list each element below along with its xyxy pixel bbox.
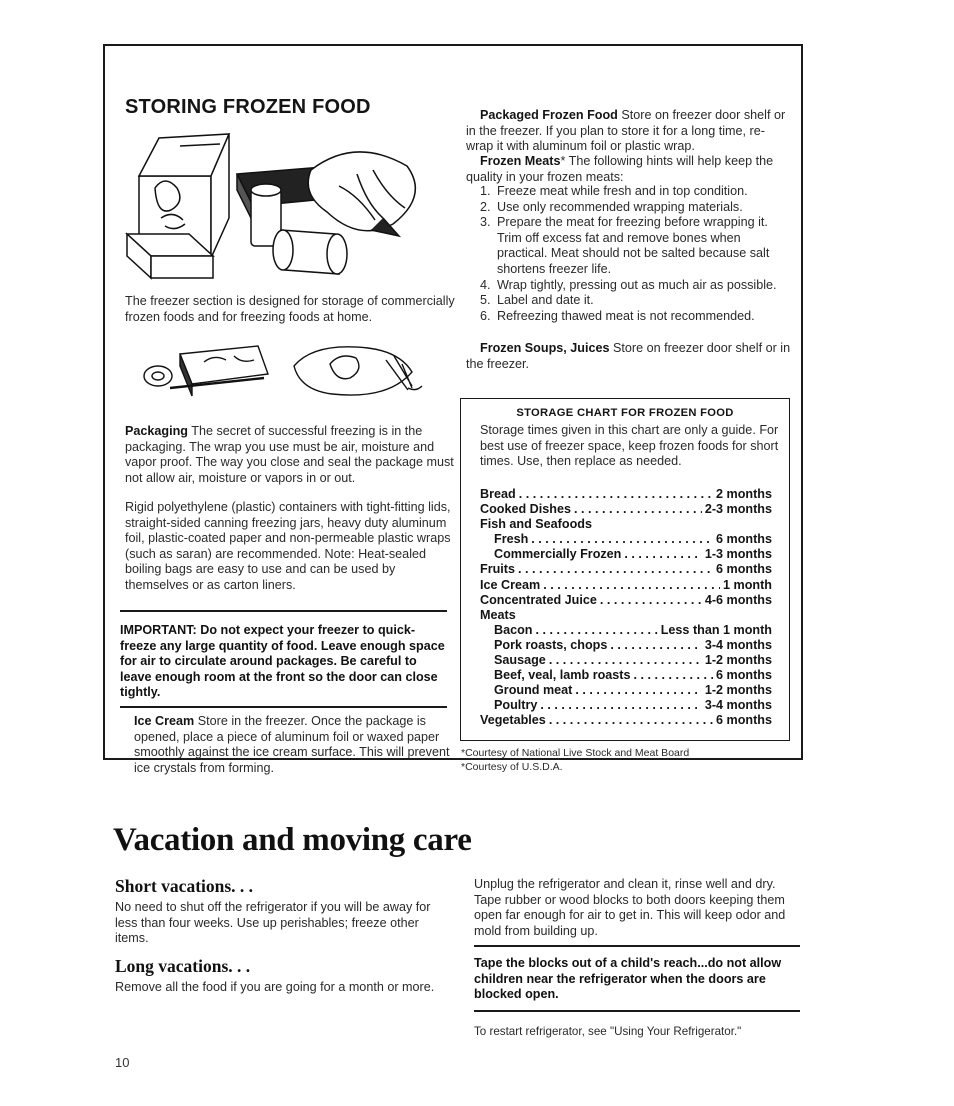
packaged-frozen-food-paragraph <box>466 108 792 155</box>
chart-row-value: 1 month <box>723 577 772 592</box>
divider <box>474 945 800 947</box>
chart-row <box>480 502 772 517</box>
wrapping-materials-illustration <box>140 344 275 402</box>
short-vacations-title: Short vacations. . . <box>115 876 254 896</box>
chart-row-value: 6 months <box>716 668 772 683</box>
ice-cream-paragraph <box>134 714 450 776</box>
dot-leader <box>536 623 658 637</box>
frozen-meats-paragraph <box>466 154 792 185</box>
chart-row-value: 6 months <box>716 562 772 577</box>
list-item: 4. Wrap tightly, pressing out as much air as possible. <box>480 277 777 292</box>
section-heading: STORING FROZEN FOOD <box>125 96 371 118</box>
frozen-meats-text: The following hints will help keep the quality in your frozen meats: <box>466 154 774 184</box>
restart-text: To restart refrigerator, see "Using Your Refrigerator." <box>474 1025 742 1038</box>
list-item: 3. Prepare the meat for freezing before wrapping it. Trim off excess fat and remove bones when practical. Meat should not be salted because salt shortens freezer life. <box>480 215 770 276</box>
chart-row <box>480 593 772 608</box>
footnote-mark: * <box>560 154 566 168</box>
chart-row-label: Commercially Frozen <box>494 547 622 562</box>
chart-row-label: Sausage <box>494 653 546 668</box>
chart-row-label: Beef, veal, lamb roasts <box>494 668 631 683</box>
chart-row <box>480 562 772 577</box>
chart-row-value: 1-2 months <box>704 653 772 668</box>
child-safety-warning: Tape the blocks out of a child's reach...do not allow children near the refrigerator when the doors are blocked open. <box>474 956 782 1002</box>
storage-chart-title: STORAGE CHART FOR FROZEN FOOD <box>516 407 734 419</box>
chart-row-value: 3-4 months <box>704 698 772 713</box>
long-vacations-title: Long vacations. . . <box>115 956 251 976</box>
dot-leader <box>543 578 720 592</box>
chart-row <box>480 713 772 728</box>
long-vacations-text: Remove all the food if you are going for a month or more. <box>115 980 435 994</box>
storage-chart-intro: Storage times given in this chart are only a guide. For best use of freezer space, keep frozen foods for short times. Use, then replace as needed. <box>480 423 779 468</box>
chart-row <box>480 668 772 683</box>
important-text: Do not expect your freezer to quick-freeze any large quantity of food. Leave enough space for air to circulate around packages. Be careful to leave enough room at the front so the door can close tightly. <box>120 623 445 700</box>
chart-row <box>480 638 772 653</box>
chart-row <box>480 487 772 502</box>
dot-leader <box>540 698 701 712</box>
chart-row <box>480 653 772 668</box>
chart-row-value: Less than 1 month <box>660 622 772 637</box>
divider <box>120 706 447 708</box>
frozen-soups-label: Frozen Soups, Juices <box>480 341 610 355</box>
chart-row <box>480 608 772 623</box>
chart-row-value: 6 months <box>716 532 772 547</box>
dot-leader <box>531 532 713 546</box>
dot-leader <box>624 547 701 561</box>
short-vacations-text: No need to shut off the refrigerator if you will be away for less than four weeks. Use up perishables; freeze other items. <box>115 900 431 946</box>
packaged-label: Packaged Frozen Food <box>480 108 618 122</box>
chart-row <box>480 532 772 547</box>
chart-row-label: Cooked Dishes <box>480 502 571 517</box>
frozen-soups-text: Store on freezer door shelf or in the freezer. <box>466 341 791 371</box>
footnote-meat-board: *Courtesy of National Live Stock and Meat Board <box>461 747 690 759</box>
chart-row-label: Vegetables <box>480 713 546 728</box>
sealed-bag-illustration <box>290 342 430 400</box>
chart-row-label: Fresh <box>494 532 529 547</box>
important-label: IMPORTANT: <box>120 623 197 637</box>
important-paragraph <box>120 623 450 701</box>
chart-row <box>480 623 772 638</box>
chart-row-value: 1-2 months <box>704 683 772 698</box>
unplug-text: Unplug the refrigerator and clean it, rinse well and dry. Tape rubber or wood blocks to both doors keeping them open far enough for air to get in. This will keep odor and mold from building up. <box>474 877 786 938</box>
dot-leader <box>634 668 714 682</box>
chart-row-label: Ground meat <box>494 683 573 698</box>
list-item: 1. Freeze meat while fresh and in top condition. <box>480 184 748 198</box>
chart-row <box>480 578 772 593</box>
dot-leader <box>518 562 713 576</box>
chart-row-value: 1-3 months <box>704 547 772 562</box>
freezer-intro-text: The freezer section is designed for storage of commercially frozen foods and for freezing foods at home. <box>125 294 455 324</box>
dot-leader <box>575 683 701 697</box>
page-number: 10 <box>115 1055 130 1070</box>
chart-row-label: Poultry <box>494 698 538 713</box>
chart-row-label: Ice Cream <box>480 577 541 592</box>
meat-freezing-steps <box>480 184 790 324</box>
ice-cream-label: Ice Cream <box>134 714 195 728</box>
divider <box>120 610 447 612</box>
packaged-text: Store on freezer door shelf or in the freezer. If you plan to store it for a long time, re-wrap it with aluminum foil or plastic wrap. <box>466 108 786 154</box>
chart-row <box>480 517 772 532</box>
list-item: 6. Refreezing thawed meat is not recommended. <box>480 308 755 323</box>
chart-row-value: 2 months <box>716 487 772 501</box>
frozen-meats-label: Frozen Meats <box>480 154 561 168</box>
chart-row-value: 2-3 months <box>704 502 772 517</box>
footnote-usda: *Courtesy of U.S.D.A. <box>461 761 563 773</box>
chart-row-label: Fruits <box>480 562 515 577</box>
chart-row-label: Pork roasts, chops <box>494 637 608 652</box>
packaging-text: The secret of successful freezing is in the packaging. The wrap you use must be air, moisture and vapor proof. The way you close and seal the package must not allow air, moisture or vapors in or out. <box>125 424 454 485</box>
storage-chart <box>460 398 790 741</box>
dot-leader <box>549 653 702 667</box>
chart-row-label: Concentrated Juice <box>480 592 597 607</box>
chart-row <box>480 547 772 562</box>
dot-leader <box>610 638 701 652</box>
chart-row-label: Meats <box>480 607 516 622</box>
dot-leader <box>549 713 713 727</box>
chart-row-value: 4-6 months <box>704 592 772 607</box>
dot-leader <box>519 487 713 501</box>
chart-row-label: Fish and Seafoods <box>480 517 592 532</box>
frozen-soups-paragraph <box>466 341 792 372</box>
chart-row-value: 6 months <box>716 713 772 728</box>
list-item: 2. Use only recommended wrapping materials. <box>480 199 743 214</box>
dot-leader <box>600 593 702 607</box>
chart-row <box>480 683 772 698</box>
divider <box>474 1010 800 1012</box>
chart-row <box>480 698 772 713</box>
vacation-title: Vacation and moving care <box>113 822 472 858</box>
chart-row-label: Bread <box>480 487 516 501</box>
chart-row-label: Bacon <box>494 622 533 637</box>
storage-chart-rows <box>480 487 772 729</box>
list-item: 5. Label and date it. <box>480 293 594 308</box>
dot-leader <box>574 502 702 516</box>
chart-row-value: 3-4 months <box>704 637 772 652</box>
packaging-paragraph <box>125 424 456 486</box>
ice-cream-text: Store in the freezer. Once the package is opened, place a piece of aluminum foil or waxed paper smoothly against the ice cream surface. This will prevent ice crystals from forming. <box>134 714 450 775</box>
packaging-label: Packaging <box>125 424 188 438</box>
rigid-containers-text: Rigid polyethylene (plastic) containers with tight-fitting lids, straight-sided canning freezing jars, heavy duty aluminum foil, plastic-coated paper and non-permeable plastic wraps (such as saran) are recommended. Note: Heat-sealed boiling bags are easy to use and can be used by themselves or as carton liners. <box>125 500 451 592</box>
frozen-packages-illustration <box>125 126 430 286</box>
